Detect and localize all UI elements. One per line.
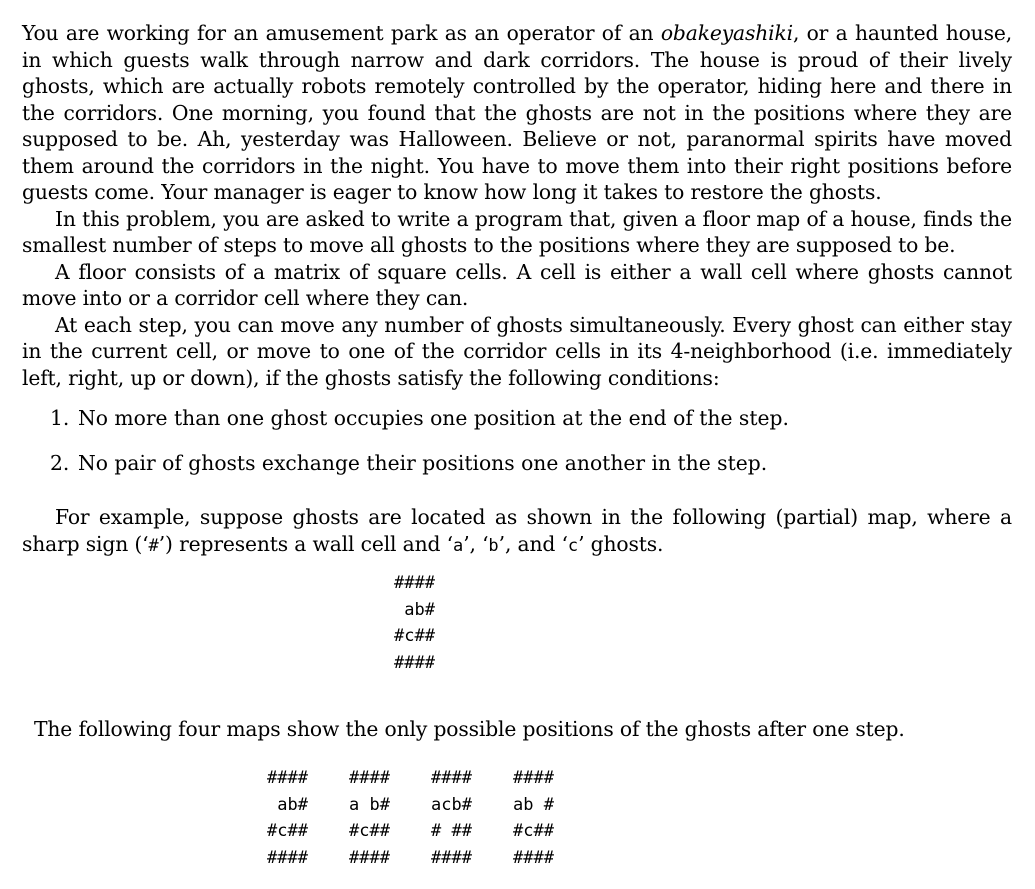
- obakeyashiki-term: obakeyashiki: [660, 21, 793, 45]
- condition-item: [22, 450, 1012, 477]
- after-map-2: #### a b# #c## ####: [349, 768, 390, 868]
- after-map-3: #### acb# # ## ####: [431, 768, 472, 868]
- intro-paragraph: [22, 20, 1012, 206]
- conditions-list: [22, 405, 1012, 476]
- ghost-a-symbol: a: [452, 535, 464, 556]
- example-text-2: ’) represents a wall cell and ‘: [158, 531, 453, 556]
- example-map: #### ab# #c## ####: [394, 573, 435, 673]
- condition-item: [22, 405, 1012, 432]
- condition-text: No more than one ghost occupies one position at the end of the step.: [78, 406, 789, 430]
- intro-text-end: , or a haunted house, in which guests walk through narrow and dark corridors. The house is proud of their lively ghosts, which are actually robots remotely controlled by the operator, hiding here and there in the corridors. One morning, you found that the ghosts are not in the positions where they are supposed to be. Ah, yesterday was Halloween. Believe or not, paranormal spirits have moved them around the corridors in the night. You have to move them into their right positions before guests come. Your manager is eager to know how long it takes to restore the ghosts.: [22, 21, 1013, 204]
- ghost-b-symbol: b: [488, 535, 499, 556]
- ghost-c-symbol: c: [567, 535, 579, 556]
- after-map-1: #### ab# #c## ####: [267, 768, 308, 868]
- example-text-1: For example, suppose ghosts are located as shown in the following (partial) map, where a sharp sign (‘: [22, 505, 1012, 556]
- condition-text: No pair of ghosts exchange their positions one another in the step.: [78, 450, 768, 475]
- example-text-4: ’, and ‘: [498, 531, 568, 556]
- paragraph-floor: A floor consists of a matrix of square cells. A cell is either a wall cell where ghosts cannot move into or a corridor cell where they can.: [22, 259, 1012, 310]
- intro-text-start: You are working for an amusement park as an operator of an: [22, 21, 661, 45]
- paragraph-intro-text: [22, 20, 1012, 206]
- paragraph-after-step: The following four maps show the only possible positions of the ghosts after one step.: [34, 717, 905, 741]
- problem-statement: [22, 20, 1012, 559]
- condition-number: 1.: [50, 406, 70, 430]
- paragraph-task: In this problem, you are asked to write a program that, given a floor map of a house, finds the smallest number of steps to move all ghosts to the positions where they are supposed to be.: [22, 206, 1012, 257]
- example-text-3: ’, ‘: [463, 531, 489, 556]
- example-text-5: ’ ghosts.: [578, 531, 664, 556]
- condition-number: 2.: [50, 450, 70, 475]
- after-map-4: #### ab # #c## ####: [513, 768, 554, 868]
- after-step-maps: [267, 765, 567, 871]
- paragraph-example: [22, 504, 1012, 559]
- paragraph-step: At each step, you can move any number of ghosts simultaneously. Every ghost can either stay in the current cell, or move to one of the corridor cells in its 4-neighborhood (i.e. immediately left, right, up or down), if the ghosts satisfy the following conditions:: [22, 312, 1012, 390]
- hash-symbol: #: [148, 535, 159, 556]
